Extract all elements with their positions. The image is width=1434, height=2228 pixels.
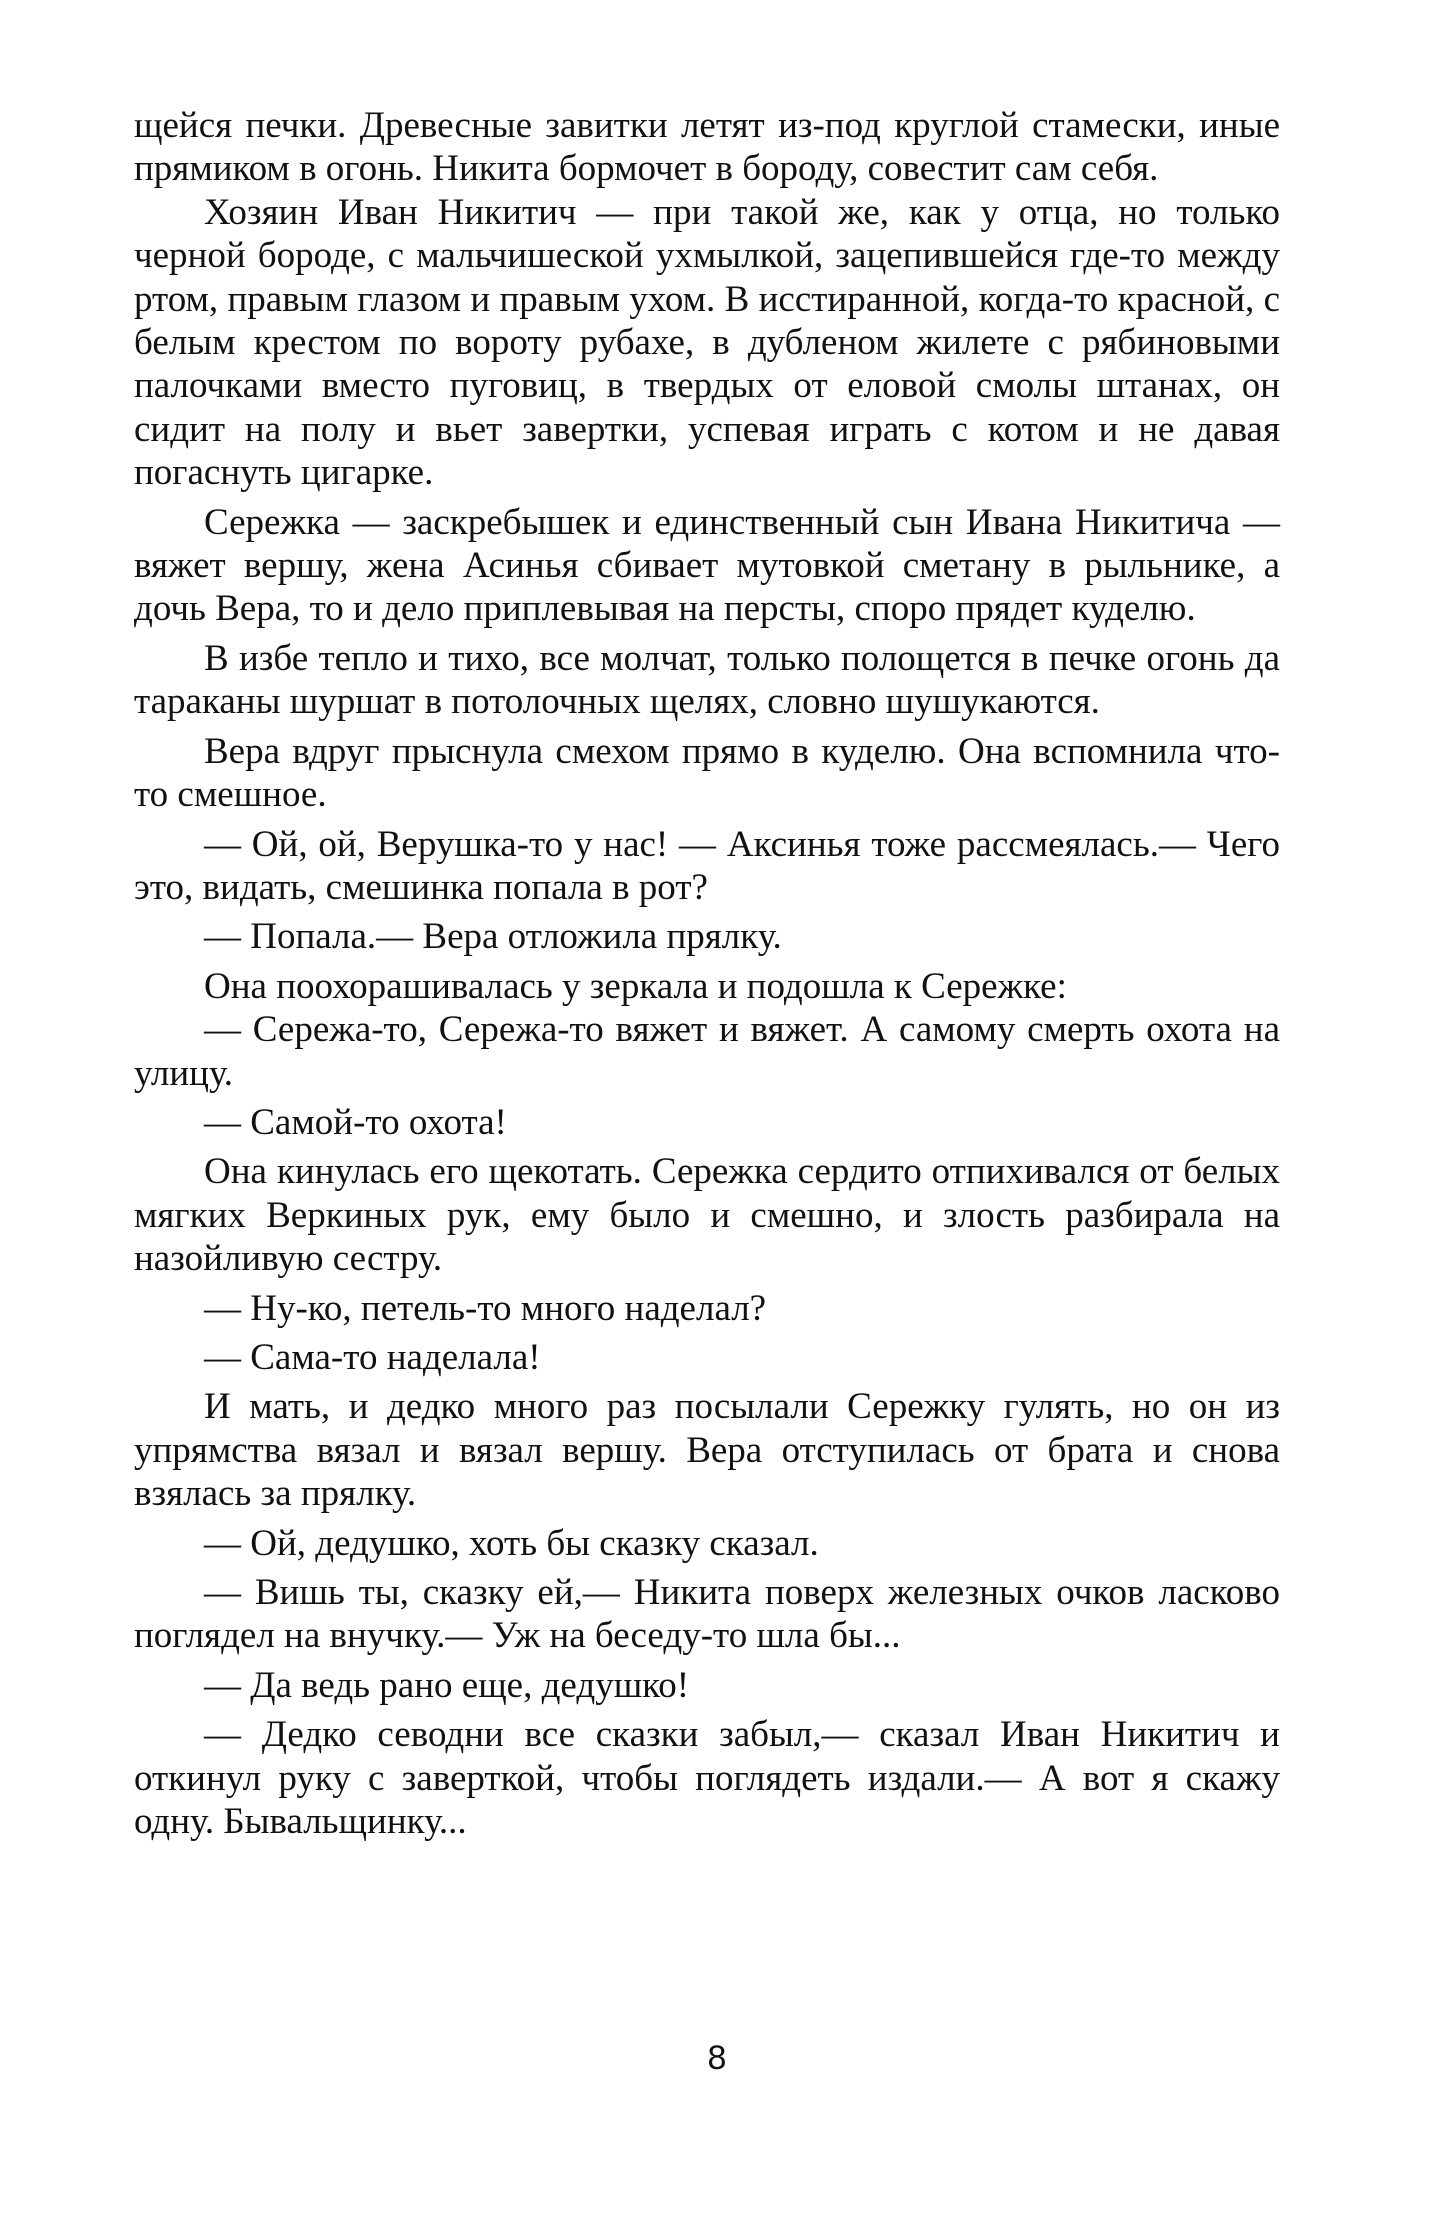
paragraph-11: Она кинулась его щекотать. Сережка сердито отпихивался от белых мягких Веркиных рук, ему было и смешно, и злость разбирала на назойливую сестру. — [134, 1151, 1280, 1280]
paragraph-16: — Вишь ты, сказку ей,— Никита поверх железных очков ласково поглядел на внучку.— Уж на беседу-то шла бы... — [134, 1572, 1280, 1657]
paragraph-9: — Сережа-то, Сережа-то вяжет и вяжет. А самому смерть охота на улицу. — [134, 1009, 1280, 1094]
paragraph-7: — Попала.— Вера отложила прялку. — [204, 916, 782, 958]
paragraph-5: Вера вдруг прыснула смехом прямо в куделю. Она вспомнила что-то смешное. — [134, 730, 1280, 816]
paragraph-10: — Самой-то охота! — [204, 1101, 507, 1143]
paragraph-4: В избе тепло и тихо, все молчат, только полощется в печке огонь да тараканы шуршат в потолочных щелях, словно шушукаются. — [134, 637, 1280, 723]
paragraph-3: Сережка — заскребышек и единственный сын Ивана Никитича — вяжет вершу, жена Асинья сбивает мутовкой сметану в рыльнике, а дочь Вера, то и дело приплевывая на персты, споро прядет куделю. — [134, 501, 1280, 630]
paragraph-1: щейся печки. Древесные завитки летят из-под круглой стамески, иные прямиком в огонь. Никита бормочет в бороду, совестит сам себя. — [134, 105, 1280, 190]
paragraph-15: — Ой, дедушко, хоть бы сказку сказал. — [204, 1522, 819, 1564]
paragraph-2: Хозяин Иван Никитич — при такой же, как у отца, но только черной бороде, с мальчишеской ухмылкой, зацепившейся где-то между ртом, правым глазом и правым ухом. В исстиранной, когда-то красной, с белым крестом по вороту рубахе, в дубленом жилете с рябиновыми палочками вместо пуговиц, в твердых от еловой смолы штанах, он сидит на полу и вьет завертки, успевая играть с котом и не давая погаснуть цигарке. — [134, 191, 1280, 494]
paragraph-12: — Ну-ко, петель-то много наделал? — [204, 1287, 767, 1329]
paragraph-13: — Сама-то наделала! — [204, 1336, 541, 1378]
paragraph-8: Она поохорашивалась у зеркала и подошла к Сережке: — [204, 965, 1067, 1007]
paragraph-6: — Ой, ой, Верушка-то у нас! — Аксинья тоже рассмеялась.— Чего это, видать, смешинка попала в рот? — [134, 823, 1280, 908]
paragraph-18: — Дедко севодни все сказки забыл,— сказал Иван Никитич и откинул руку с заверткой, чтобы поглядеть издали.— А вот я скажу одну. Бывальщинку... — [134, 1714, 1280, 1843]
paragraph-17: — Да ведь рано еще, дедушко! — [204, 1664, 690, 1706]
paragraph-14: И мать, и дедко много раз посылали Сережку гулять, но он из упрямства вязал и вязал вершу. Вера отступилась от брата и снова взялась за прялку. — [134, 1386, 1280, 1515]
page-text — [134, 104, 1280, 1843]
page-number: 8 — [707, 2039, 727, 2077]
